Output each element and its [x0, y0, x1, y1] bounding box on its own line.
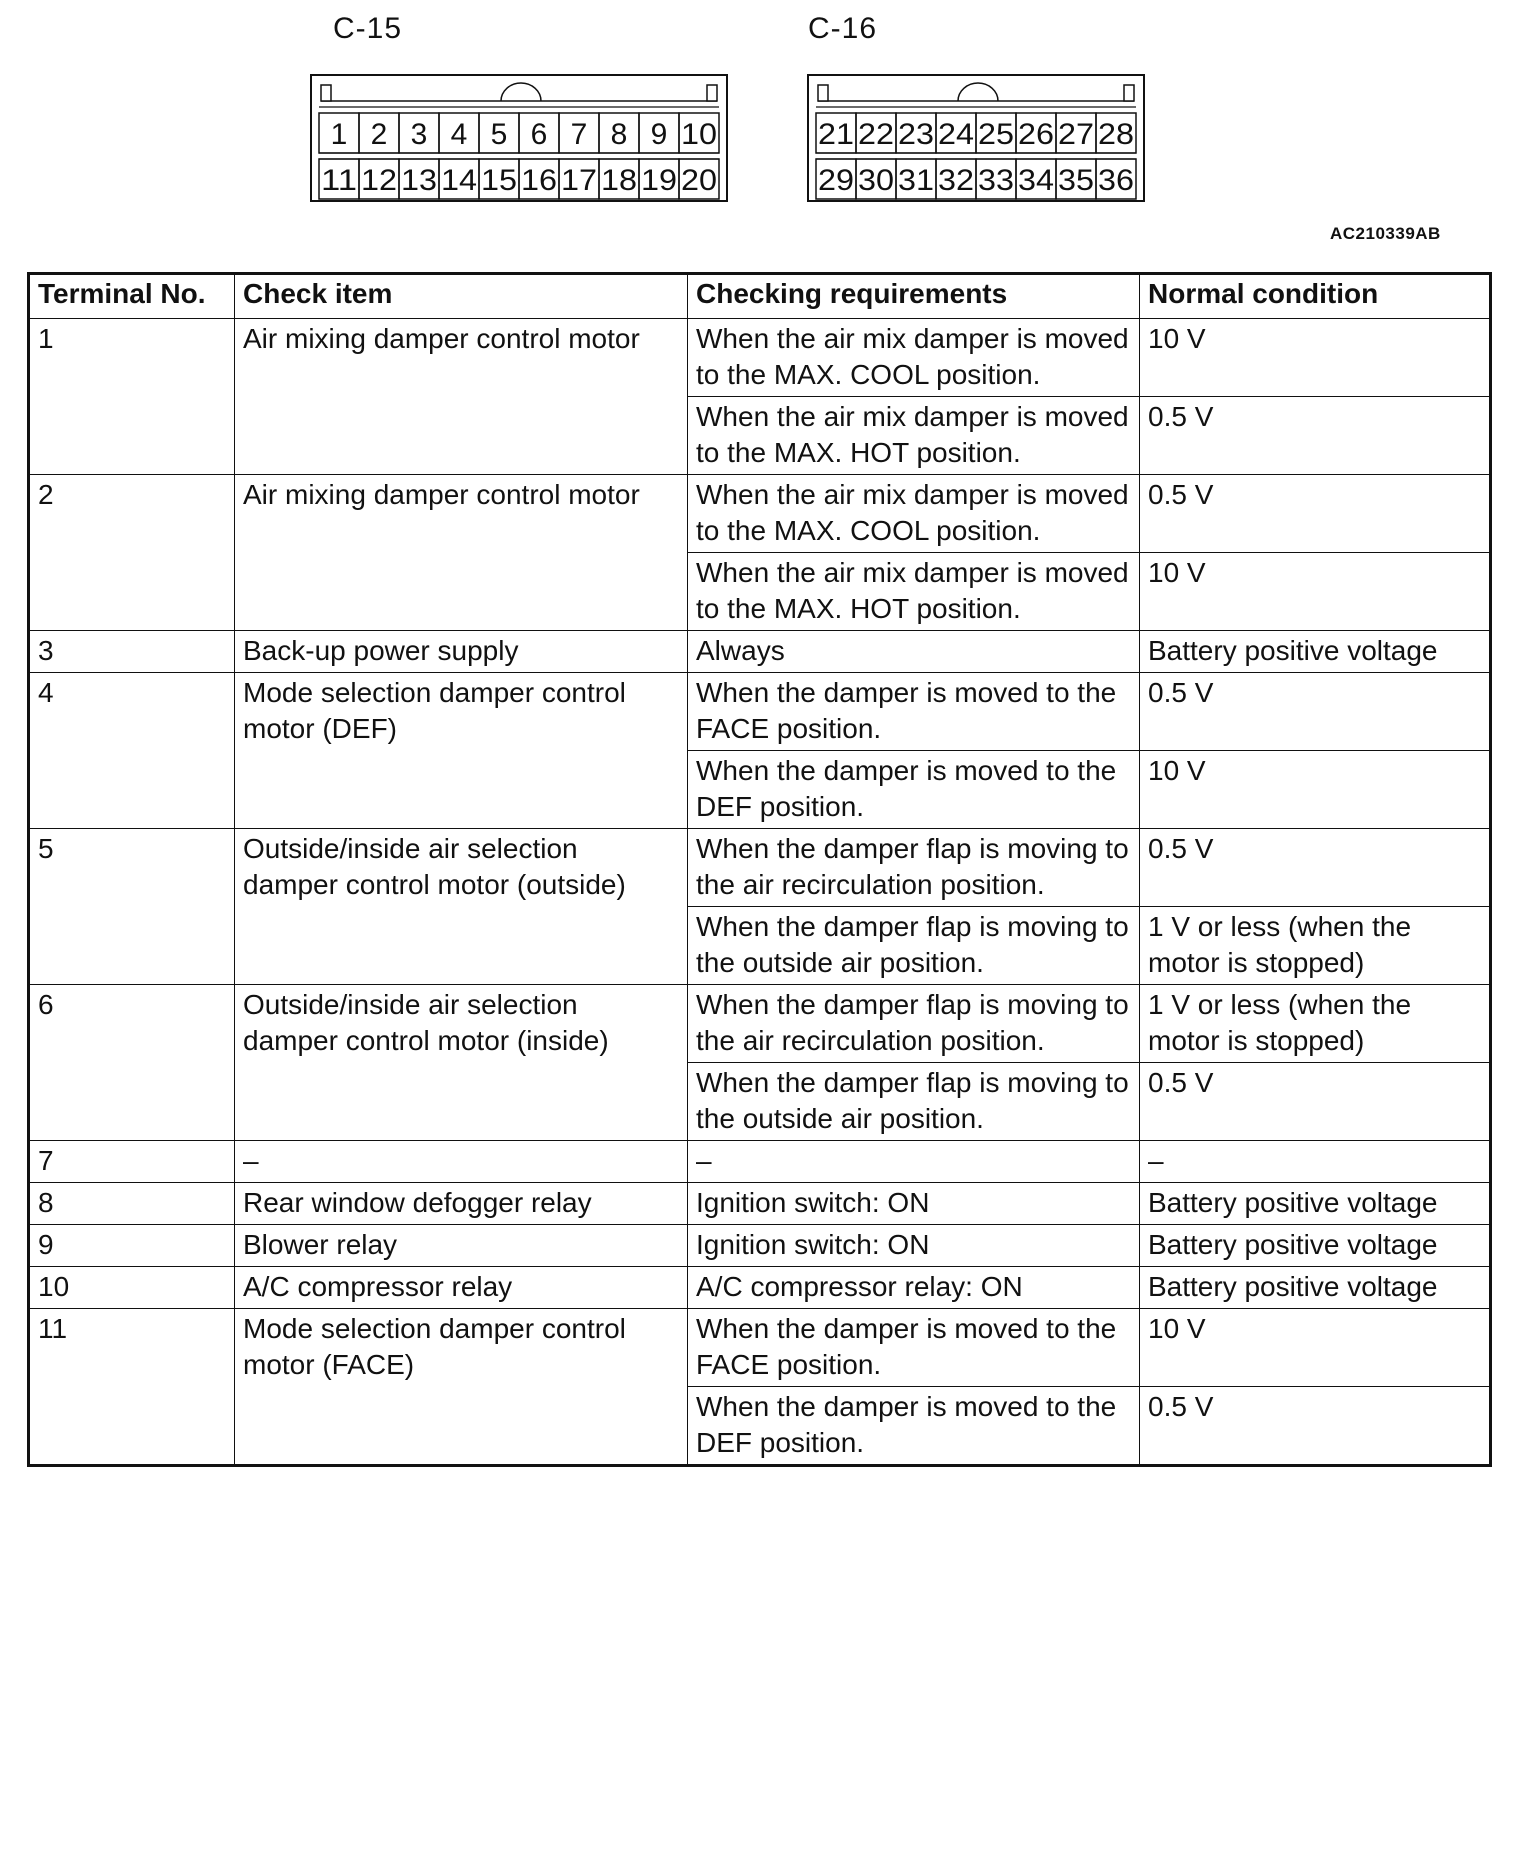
table-header-row	[29, 274, 1491, 319]
connector-pin-label: 11	[321, 164, 357, 197]
connector-pin-label: 8	[610, 118, 628, 151]
connector-pin-label: 1	[330, 118, 348, 151]
check-item-cell: A/C compressor relay	[235, 1267, 688, 1309]
table-row	[29, 1267, 1491, 1309]
connector-pin-label: 26	[1018, 118, 1054, 151]
terminal-number-cell: 4	[29, 673, 235, 829]
connector-pin-label: 15	[481, 164, 517, 197]
terminal-number-cell: 2	[29, 475, 235, 631]
connector-pin-label: 32	[938, 164, 974, 197]
header-checking-requirements: Checking requirements	[688, 274, 1140, 319]
normal-condition-cell: 0.5 V	[1140, 1063, 1491, 1141]
connector-pin-label: 36	[1098, 164, 1134, 197]
normal-condition-cell: 0.5 V	[1140, 397, 1491, 475]
normal-condition-cell: 10 V	[1140, 751, 1491, 829]
terminal-number-cell: 6	[29, 985, 235, 1141]
checking-requirement-cell: Ignition switch: ON	[688, 1225, 1140, 1267]
check-item-cell: Outside/inside air selection damper control motor (outside)	[235, 829, 688, 985]
checking-requirement-cell: When the air mix damper is moved to the MAX. COOL position.	[688, 475, 1140, 553]
check-item-cell: Air mixing damper control motor	[235, 319, 688, 475]
normal-condition-cell: 10 V	[1140, 319, 1491, 397]
check-item-cell: Mode selection damper control motor (FACE)	[235, 1309, 688, 1466]
normal-condition-cell: Battery positive voltage	[1140, 631, 1491, 673]
checking-requirement-cell: –	[688, 1141, 1140, 1183]
connector-c16-label: C-16	[808, 12, 878, 45]
checking-requirement-cell: When the damper flap is moving to the outside air position.	[688, 907, 1140, 985]
header-check-item: Check item	[235, 274, 688, 319]
connector-pin-label: 2	[370, 118, 388, 151]
connector-pin-label: 31	[898, 164, 934, 197]
check-item-cell: Rear window defogger relay	[235, 1183, 688, 1225]
connector-pin-label: 4	[450, 118, 468, 151]
check-item-cell: Mode selection damper control motor (DEF)	[235, 673, 688, 829]
connector-pin-label: 14	[441, 164, 477, 197]
checking-requirement-cell: When the air mix damper is moved to the MAX. COOL position.	[688, 319, 1140, 397]
terminal-number-cell: 9	[29, 1225, 235, 1267]
checking-requirement-cell: When the damper flap is moving to the air recirculation position.	[688, 829, 1140, 907]
connector-pin-label: 18	[601, 164, 637, 197]
connector-pin-label: 16	[521, 164, 557, 197]
header-normal-condition: Normal condition	[1140, 274, 1491, 319]
connector-pin-label: 3	[410, 118, 428, 151]
checking-requirement-cell: A/C compressor relay: ON	[688, 1267, 1140, 1309]
connector-pin-label: 19	[641, 164, 677, 197]
connector-c16-diagram	[808, 75, 1144, 201]
check-item-cell: Outside/inside air selection damper control motor (inside)	[235, 985, 688, 1141]
connector-pin-label: 9	[650, 118, 668, 151]
checking-requirement-cell: Ignition switch: ON	[688, 1183, 1140, 1225]
figure-code: AC210339AB	[1330, 224, 1441, 243]
checking-requirement-cell: When the air mix damper is moved to the MAX. HOT position.	[688, 397, 1140, 475]
table-row	[29, 1225, 1491, 1267]
normal-condition-cell: 1 V or less (when the motor is stopped)	[1140, 985, 1491, 1063]
table-body	[29, 319, 1491, 1466]
connector-pin-label: 5	[490, 118, 508, 151]
checking-requirement-cell: When the damper is moved to the FACE position.	[688, 1309, 1140, 1387]
connector-pin-label: 6	[530, 118, 548, 151]
connector-pin-label: 12	[361, 164, 397, 197]
checking-requirement-cell: When the damper flap is moving to the outside air position.	[688, 1063, 1140, 1141]
connector-pin-label: 25	[978, 118, 1014, 151]
checking-requirement-cell: When the damper flap is moving to the air recirculation position.	[688, 985, 1140, 1063]
table-row	[29, 829, 1491, 907]
connector-pin-label: 30	[858, 164, 894, 197]
connector-pin-label: 27	[1058, 118, 1094, 151]
normal-condition-cell: Battery positive voltage	[1140, 1267, 1491, 1309]
normal-condition-cell: –	[1140, 1141, 1491, 1183]
terminal-number-cell: 11	[29, 1309, 235, 1466]
table-row	[29, 1309, 1491, 1387]
table-row	[29, 673, 1491, 751]
normal-condition-cell: 1 V or less (when the motor is stopped)	[1140, 907, 1491, 985]
connector-pin-label: 22	[858, 118, 894, 151]
normal-condition-cell: 0.5 V	[1140, 829, 1491, 907]
connector-pin-label: 28	[1098, 118, 1134, 151]
normal-condition-cell: 10 V	[1140, 553, 1491, 631]
connector-pin-label: 17	[561, 164, 597, 197]
terminal-number-cell: 10	[29, 1267, 235, 1309]
connector-pin-label: 13	[401, 164, 437, 197]
terminal-number-cell: 3	[29, 631, 235, 673]
terminal-number-cell: 5	[29, 829, 235, 985]
normal-condition-cell: 10 V	[1140, 1309, 1491, 1387]
connector-pin-label: 21	[818, 118, 854, 151]
connector-c15-diagram	[311, 75, 727, 201]
terminal-check-table	[27, 272, 1492, 1467]
normal-condition-cell: Battery positive voltage	[1140, 1183, 1491, 1225]
header-terminal-no: Terminal No.	[29, 274, 235, 319]
connector-c15-label: C-15	[333, 12, 403, 45]
checking-requirement-cell: When the damper is moved to the DEF position.	[688, 1387, 1140, 1466]
table-row	[29, 1141, 1491, 1183]
checking-requirement-cell: When the air mix damper is moved to the MAX. HOT position.	[688, 553, 1140, 631]
normal-condition-cell: 0.5 V	[1140, 475, 1491, 553]
connector-pin-label: 24	[938, 118, 974, 151]
connector-pin-label: 34	[1018, 164, 1054, 197]
table-row	[29, 475, 1491, 553]
terminal-number-cell: 1	[29, 319, 235, 475]
checking-requirement-cell: When the damper is moved to the FACE position.	[688, 673, 1140, 751]
table-row	[29, 319, 1491, 397]
table-row	[29, 631, 1491, 673]
table-row	[29, 985, 1491, 1063]
connector-pin-label: 10	[681, 118, 717, 151]
table-row	[29, 1183, 1491, 1225]
checking-requirement-cell: Always	[688, 631, 1140, 673]
connector-diagrams	[0, 0, 1520, 210]
check-item-cell: Blower relay	[235, 1225, 688, 1267]
connector-pin-label: 33	[978, 164, 1014, 197]
check-item-cell: Air mixing damper control motor	[235, 475, 688, 631]
connector-pin-label: 7	[570, 118, 588, 151]
connector-pin-label: 23	[898, 118, 934, 151]
terminal-number-cell: 7	[29, 1141, 235, 1183]
connector-pin-label: 29	[818, 164, 854, 197]
normal-condition-cell: 0.5 V	[1140, 1387, 1491, 1466]
checking-requirement-cell: When the damper is moved to the DEF position.	[688, 751, 1140, 829]
check-item-cell: –	[235, 1141, 688, 1183]
normal-condition-cell: 0.5 V	[1140, 673, 1491, 751]
normal-condition-cell: Battery positive voltage	[1140, 1225, 1491, 1267]
terminal-number-cell: 8	[29, 1183, 235, 1225]
connector-pin-label: 20	[681, 164, 717, 197]
check-item-cell: Back-up power supply	[235, 631, 688, 673]
connector-pin-label: 35	[1058, 164, 1094, 197]
